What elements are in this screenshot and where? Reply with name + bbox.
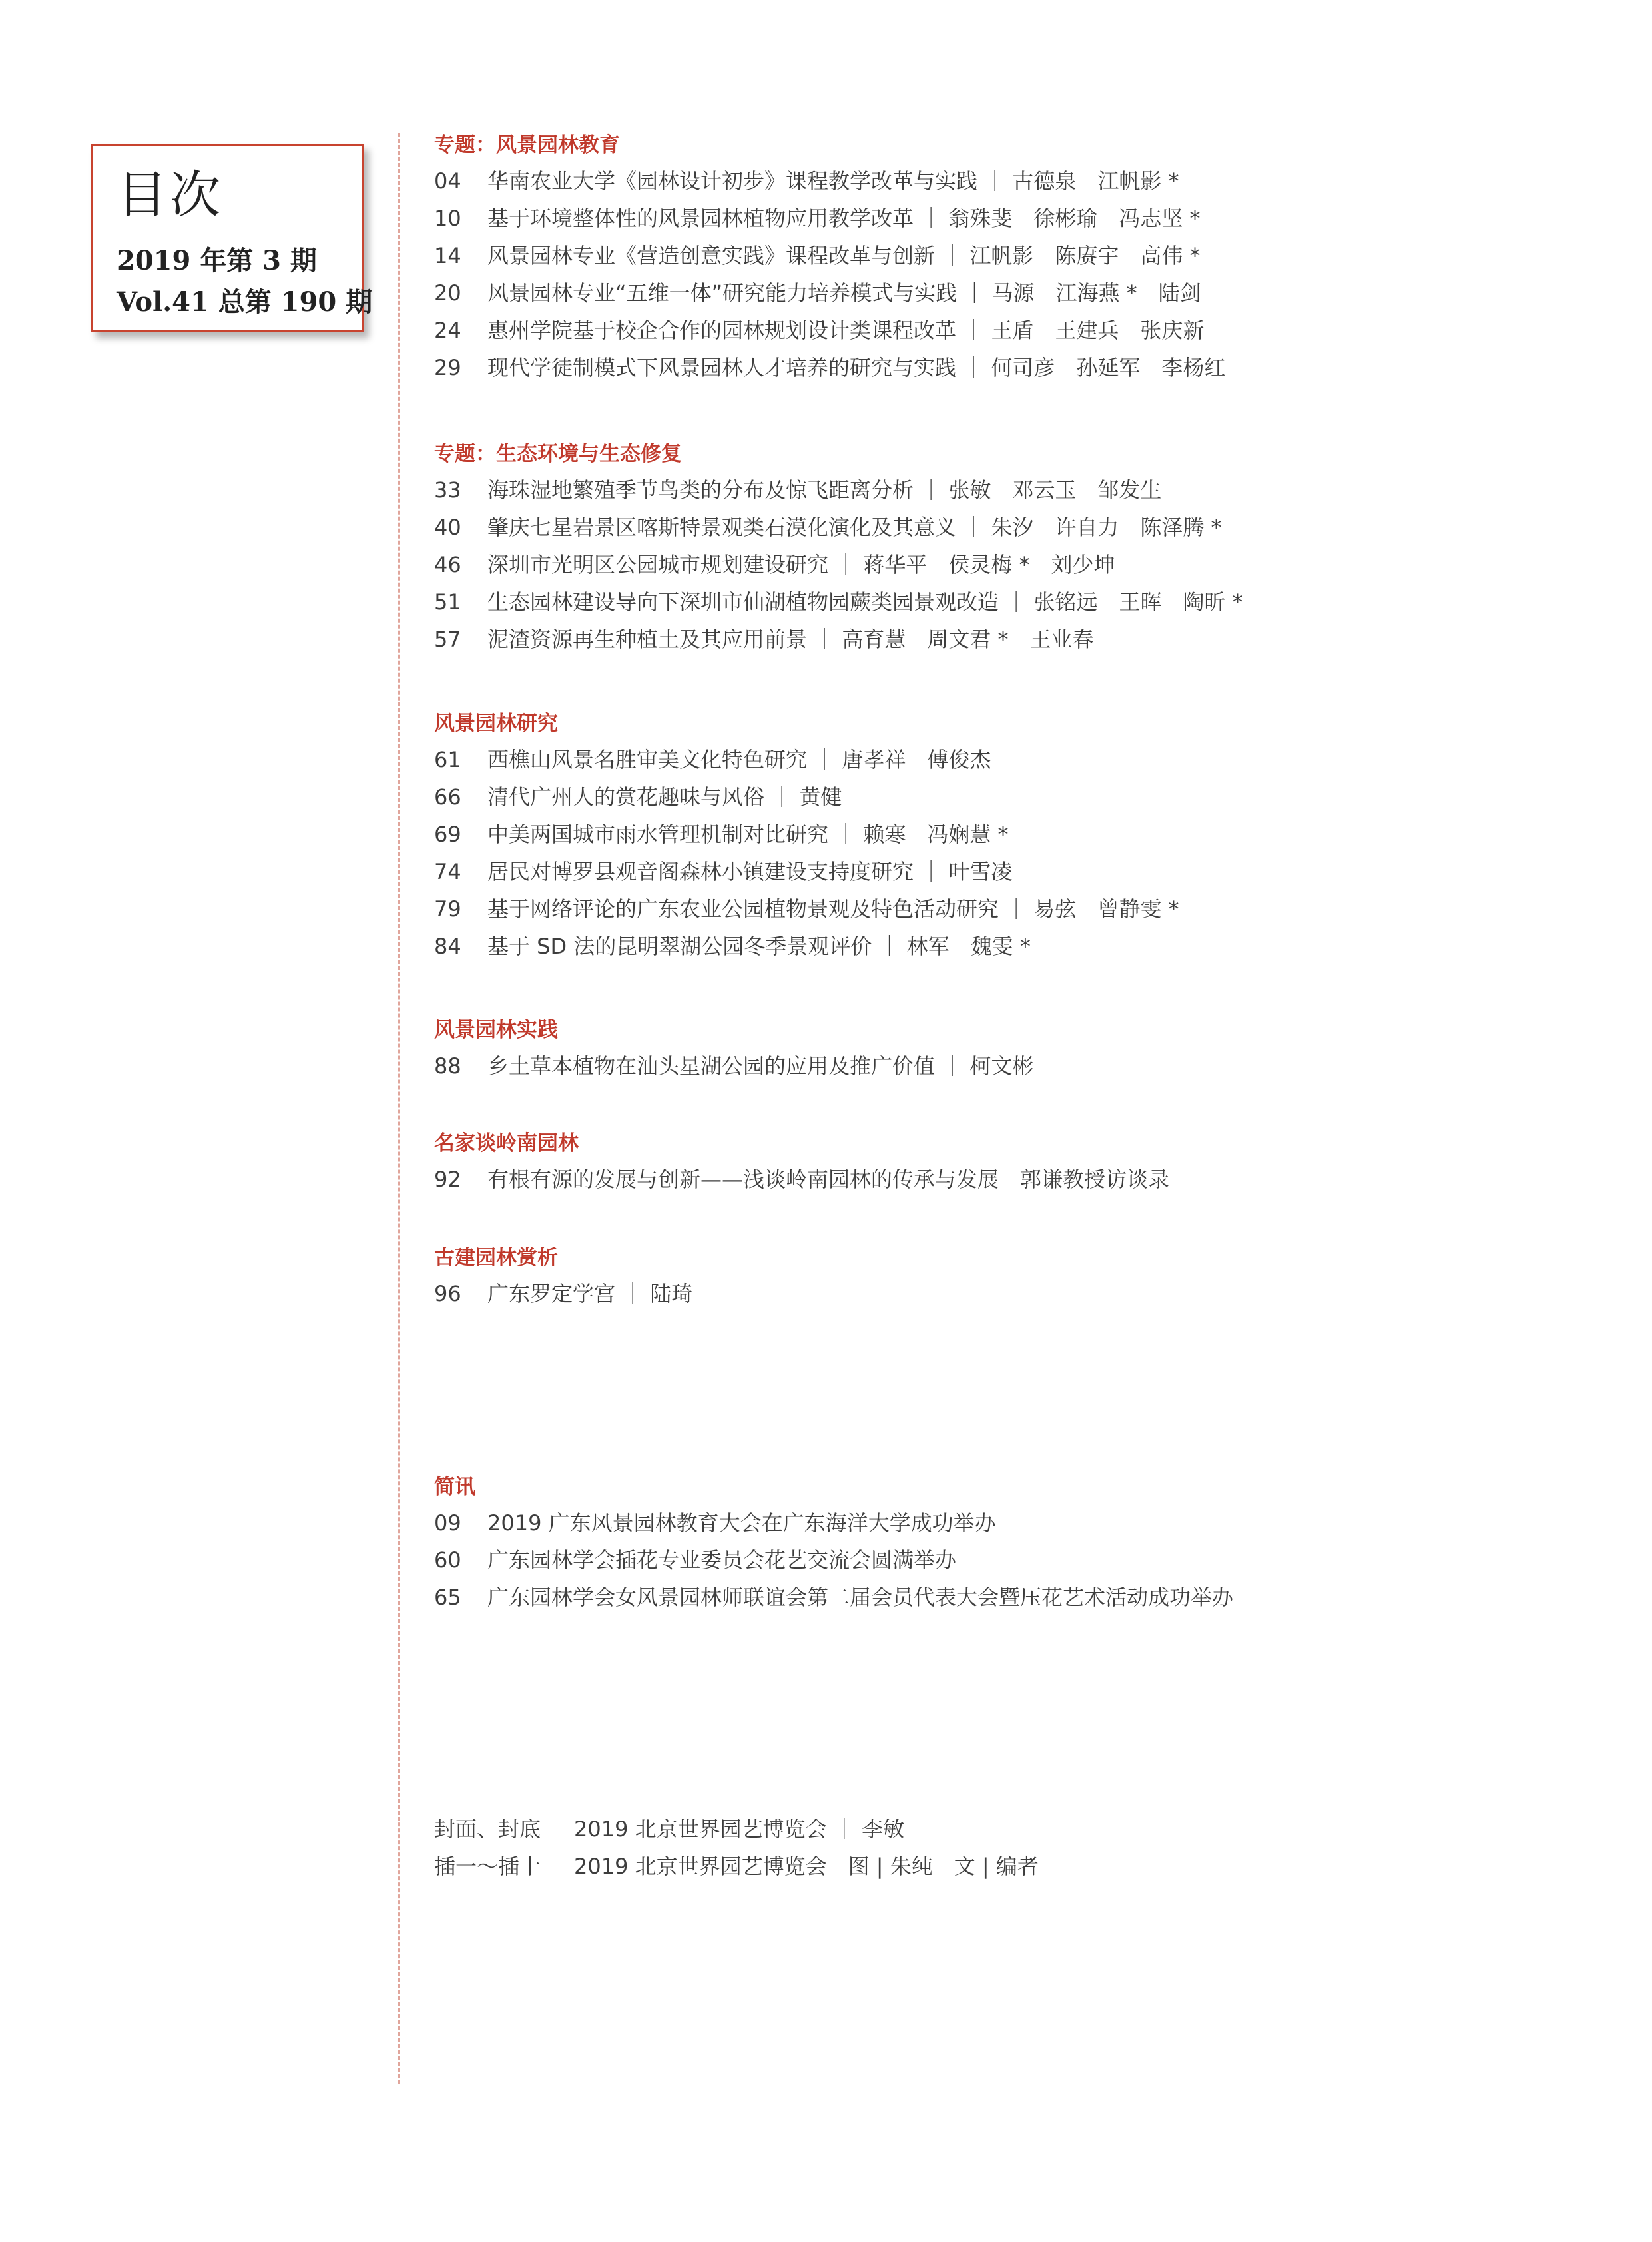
toc-entry[interactable] (434, 816, 1179, 853)
entry-text: 惠州学院基于校企合作的园林规划设计类课程改革 ｜ 王盾 王建兵 张庆新 (487, 318, 1205, 343)
volume-number: Vol.41 总第 190 期 (117, 286, 373, 318)
toc-entry[interactable] (434, 471, 1243, 509)
entry-text: 广东园林学会插花专业委员会花艺交流会圆满举办 (487, 1547, 957, 1573)
section-ancient-gardens (434, 1241, 692, 1312)
section-title: 古建园林赏析 (434, 1246, 558, 1270)
section-title: 专题：生态环境与生态修复 (434, 442, 682, 466)
cover-credit (434, 1813, 904, 1843)
toc-entry[interactable] (434, 621, 1243, 658)
toc-entry[interactable] (434, 162, 1225, 200)
entry-text: 清代广州人的赏花趣味与风俗 ｜ 黄健 (487, 784, 842, 810)
toc-entry[interactable] (434, 274, 1225, 312)
page-number: 84 (434, 934, 461, 959)
entry-text: 风景园林专业《营造创意实践》课程改革与创新 ｜ 江帆影 陈赓宇 高伟 * (487, 243, 1201, 268)
entry-text: 2019 广东风景园林教育大会在广东海洋大学成功举办 (487, 1510, 996, 1536)
entry-text: 基于环境整体性的风景园林植物应用教学改革 ｜ 翁殊斐 徐彬瑜 冯志坚 * (487, 206, 1201, 231)
toc-entry[interactable] (434, 200, 1225, 237)
page-number: 46 (434, 552, 461, 577)
page-number: 60 (434, 1547, 461, 1573)
section-title: 名家谈岭南园林 (434, 1131, 579, 1155)
page-number: 29 (434, 355, 461, 380)
section-masters (434, 1126, 1169, 1198)
entry-text: 海珠湿地繁殖季节鸟类的分布及惊飞距离分析 ｜ 张敏 邓云玉 邹发生 (487, 477, 1162, 503)
entry-text: 华南农业大学《园林设计初步》课程教学改革与实践 ｜ 古德泉 江帆影 * (487, 168, 1179, 194)
toc-entry[interactable] (434, 583, 1243, 621)
section-research (434, 706, 1179, 965)
toc-entry[interactable] (434, 1047, 1033, 1085)
toc-entry[interactable] (434, 778, 1179, 816)
entry-text: 中美两国城市雨水管理机制对比研究 ｜ 赖寒 冯娴慧 * (487, 822, 1009, 847)
page-number: 24 (434, 318, 461, 343)
section-title: 简讯 (434, 1475, 475, 1499)
section-landscape-education (434, 128, 1225, 386)
entry-text: 现代学徒制模式下风景园林人才培养的研究与实践 ｜ 何司彦 孙延军 李杨红 (487, 355, 1226, 380)
page-number: 69 (434, 822, 461, 847)
toc-entry[interactable] (434, 1161, 1169, 1198)
page-number: 40 (434, 515, 461, 540)
page-number: 14 (434, 243, 461, 268)
page-number: 51 (434, 589, 461, 615)
entry-text: 基于网络评论的广东农业公园植物景观及特色活动研究 ｜ 易弦 曾静雯 * (487, 896, 1179, 922)
toc-entry[interactable] (434, 237, 1225, 274)
masthead-box (91, 144, 373, 332)
page-number: 92 (434, 1167, 461, 1192)
section-practice (434, 1013, 1033, 1085)
credit-label: 封面、封底 (434, 1817, 541, 1842)
toc-entry[interactable] (434, 1275, 692, 1312)
toc-entry[interactable] (434, 1504, 1233, 1541)
page-number: 10 (434, 206, 461, 231)
toc-entry[interactable] (434, 741, 1179, 778)
credit-text: 2019 北京世界园艺博览会 ｜ 李敏 (574, 1817, 904, 1842)
page-title: 目次 (117, 165, 223, 224)
page-number: 66 (434, 784, 461, 810)
toc-entry[interactable] (434, 1541, 1233, 1579)
entry-text: 广东园林学会女风景园林师联谊会第二届会员代表大会暨压花艺术活动成功举办 (487, 1585, 1234, 1610)
section-title: 风景园林研究 (434, 712, 558, 736)
page-number: 65 (434, 1585, 461, 1610)
entry-text: 深圳市光明区公园城市规划建设研究 ｜ 蒋华平 侯灵梅 * 刘少坤 (487, 552, 1115, 577)
page-number: 09 (434, 1510, 461, 1536)
entry-text: 乡土草本植物在汕头星湖公园的应用及推广价值 ｜ 柯文彬 (487, 1053, 1034, 1079)
page-number: 88 (434, 1053, 461, 1079)
section-ecology (434, 437, 1243, 658)
entry-text: 泥渣资源再生种植土及其应用前景 ｜ 高育慧 周文君 * 王业春 (487, 627, 1094, 652)
toc-entry[interactable] (434, 546, 1243, 583)
insert-credit (434, 1850, 1039, 1880)
toc-entry[interactable] (434, 890, 1179, 928)
section-title: 风景园林实践 (434, 1018, 558, 1042)
page-number: 79 (434, 896, 461, 922)
toc-entry[interactable] (434, 928, 1179, 965)
toc-entry[interactable] (434, 853, 1179, 890)
page-number: 74 (434, 859, 461, 884)
toc-entry[interactable] (434, 312, 1225, 349)
page-number: 61 (434, 747, 461, 772)
page-number: 33 (434, 477, 461, 503)
toc-entry[interactable] (434, 509, 1243, 546)
section-news (434, 1470, 1233, 1616)
entry-text: 有根有源的发展与创新——浅谈岭南园林的传承与发展 郭谦教授访谈录 (487, 1167, 1170, 1192)
page-number: 96 (434, 1281, 461, 1306)
entry-text: 西樵山风景名胜审美文化特色研究 ｜ 唐孝祥 傅俊杰 (487, 747, 991, 772)
toc-entry[interactable] (434, 1579, 1233, 1616)
issue-number: 2019 年第 3 期 (117, 245, 317, 276)
section-title: 专题：风景园林教育 (434, 133, 620, 157)
entry-text: 基于 SD 法的昆明翠湖公园冬季景观评价 ｜ 林军 魏雯 * (487, 934, 1031, 959)
toc-entry[interactable] (434, 349, 1225, 386)
entry-text: 肇庆七星岩景区喀斯特景观类石漠化演化及其意义 ｜ 朱汐 许自力 陈泽腾 * (487, 515, 1222, 540)
entry-text: 生态园林建设导向下深圳市仙湖植物园蕨类园景观改造 ｜ 张铭远 王晖 陶昕 * (487, 589, 1243, 615)
page-number: 57 (434, 627, 461, 652)
credit-text: 2019 北京世界园艺博览会 图 | 朱纯 文 | 编者 (574, 1854, 1039, 1879)
entry-text: 风景园林专业“五维一体”研究能力培养模式与实践 ｜ 马源 江海燕 * 陆剑 (487, 280, 1201, 306)
page-number: 20 (434, 280, 461, 306)
page-number: 04 (434, 168, 461, 194)
dashed-divider (398, 133, 400, 2084)
entry-text: 居民对博罗县观音阁森林小镇建设支持度研究 ｜ 叶雪凌 (487, 859, 1013, 884)
entry-text: 广东罗定学宫 ｜ 陆琦 (487, 1281, 693, 1306)
credit-label: 插一～插十 (434, 1854, 541, 1879)
